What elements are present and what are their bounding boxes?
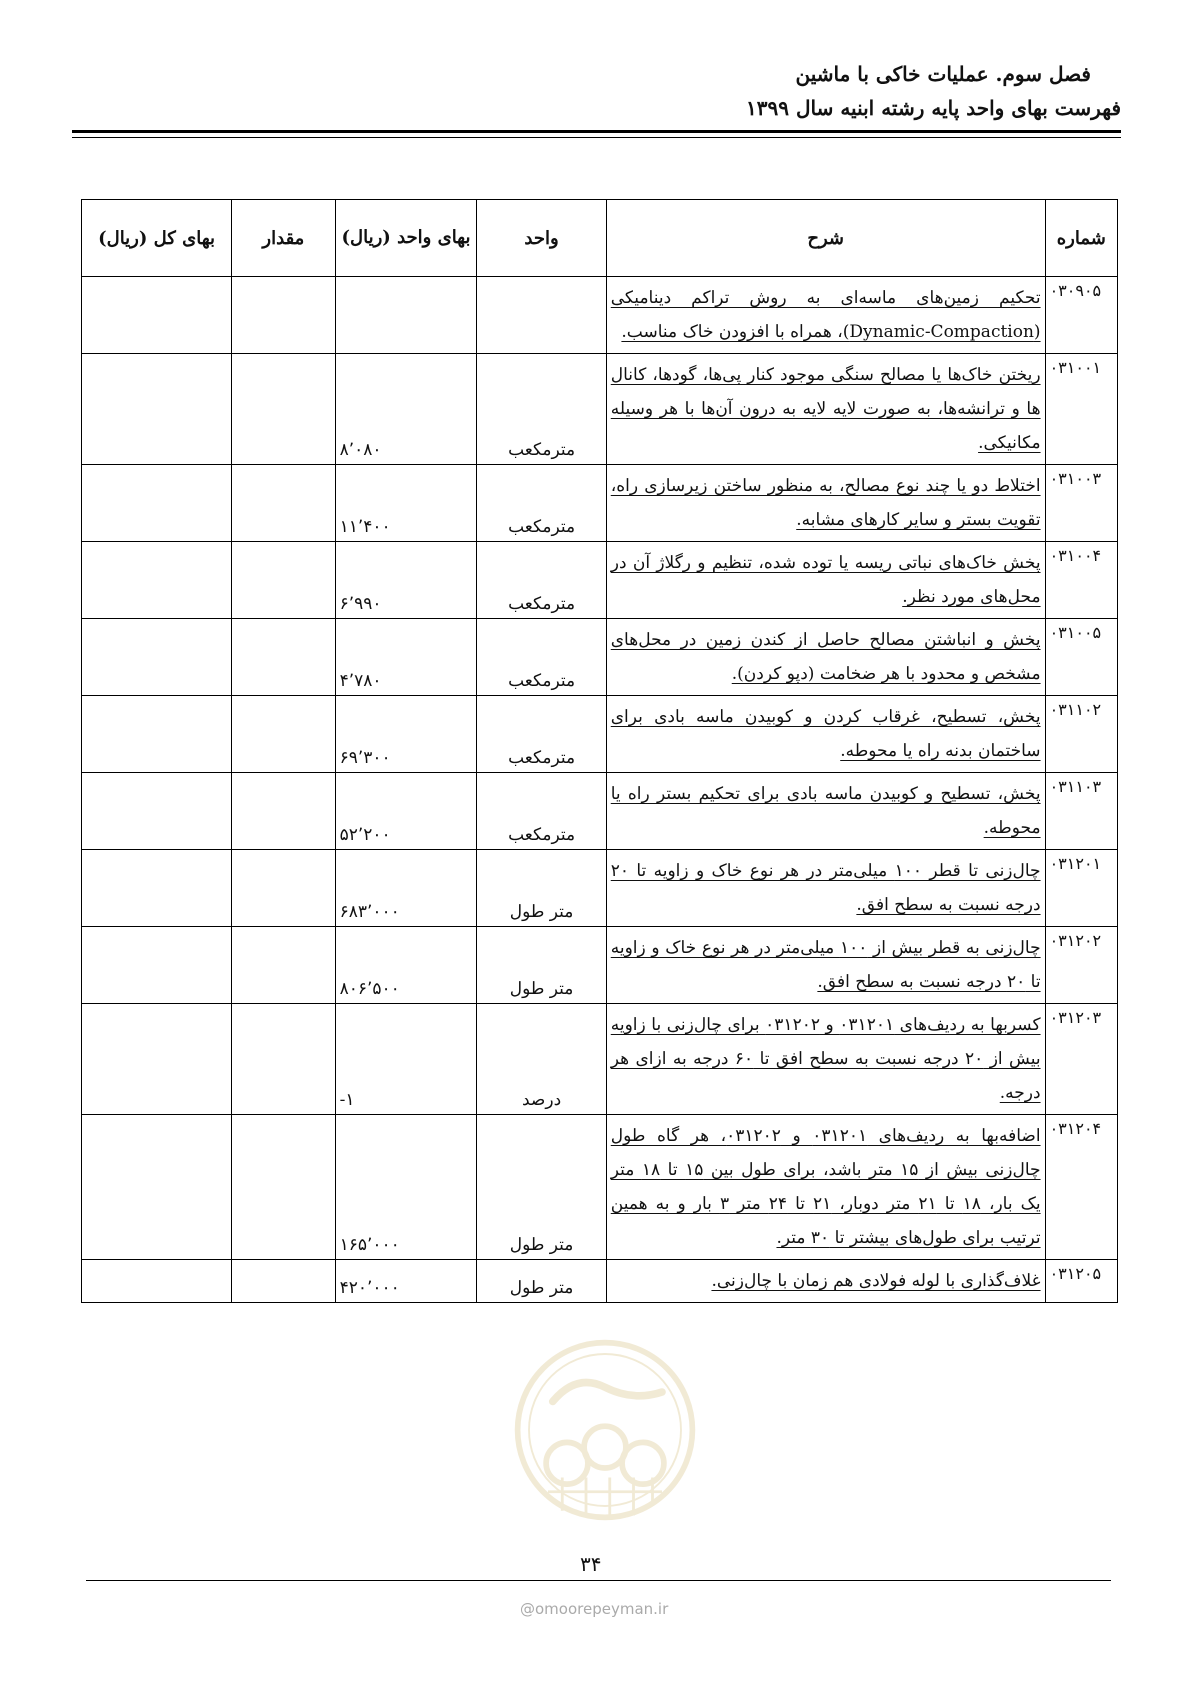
row-number: ۰۳۱۲۰۳ — [1045, 1004, 1117, 1115]
row-total-price — [82, 696, 232, 773]
row-quantity — [232, 277, 335, 354]
row-unit-price: ۱۶۵٬۰۰۰ — [335, 1115, 477, 1260]
row-unit-price: ۸۰۶٬۵۰۰ — [335, 927, 477, 1004]
row-description — [606, 354, 1045, 465]
table-row — [82, 465, 1118, 542]
row-unit: مترمکعب — [477, 696, 606, 773]
row-total-price — [82, 1004, 232, 1115]
chapter-title: فصل سوم. عملیات خاکی با ماشین — [795, 62, 1091, 86]
header-rule-thick — [72, 130, 1121, 133]
header-rule-thin — [72, 137, 1121, 138]
row-unit-price: -۱ — [335, 1004, 477, 1115]
row-quantity — [232, 850, 335, 927]
row-number: ۰۳۱۰۰۱ — [1045, 354, 1117, 465]
row-unit: مترمکعب — [477, 542, 606, 619]
footer-rule — [86, 1580, 1111, 1581]
row-description-text: اختلاط دو یا چند نوع مصالح، به منظور ساختن زیرسازی راه، تقویت بستر و سایر کارهای مشابه. — [610, 476, 1041, 530]
col-header-total-price: بهای کل (ریال) — [82, 200, 232, 277]
row-quantity — [232, 1004, 335, 1115]
row-description — [606, 277, 1045, 354]
page-number: ۳۴ — [580, 1552, 602, 1576]
table-row — [82, 1004, 1118, 1115]
row-number: ۰۳۱۲۰۲ — [1045, 927, 1117, 1004]
row-description — [606, 850, 1045, 927]
table-row — [82, 773, 1118, 850]
row-total-price — [82, 619, 232, 696]
row-description — [606, 696, 1045, 773]
row-quantity — [232, 619, 335, 696]
row-total-price — [82, 773, 232, 850]
list-title: فهرست بهای واحد پایه رشته ابنیه سال ۱۳۹۹ — [746, 96, 1121, 120]
row-total-price — [82, 850, 232, 927]
row-number: ۰۳۱۱۰۲ — [1045, 696, 1117, 773]
row-unit: متر طول — [477, 1260, 606, 1303]
row-description — [606, 465, 1045, 542]
row-number: ۰۳۱۰۰۴ — [1045, 542, 1117, 619]
page-header — [70, 62, 1121, 134]
logo-seal-icon — [510, 1335, 700, 1525]
row-unit-price: ۶۸۳٬۰۰۰ — [335, 850, 477, 927]
row-description — [606, 1260, 1045, 1303]
row-description-text: پخش خاک‌های نباتی ریسه یا توده شده، تنظیم و رگلاژ آن در محل‌های مورد نظر. — [610, 553, 1041, 607]
table-header-row — [82, 200, 1118, 277]
row-description-text: غلاف‌گذاری با لوله فولادی هم زمان با چال‌زنی. — [711, 1271, 1041, 1291]
row-unit-price — [335, 277, 477, 354]
table-row — [82, 354, 1118, 465]
row-unit-price: ۴۲۰٬۰۰۰ — [335, 1260, 477, 1303]
row-description — [606, 1115, 1045, 1260]
row-total-price — [82, 1260, 232, 1303]
row-total-price — [82, 542, 232, 619]
row-unit-price: ۸٬۰۸۰ — [335, 354, 477, 465]
row-number: ۰۳۰۹۰۵ — [1045, 277, 1117, 354]
table-row — [82, 696, 1118, 773]
table-row — [82, 542, 1118, 619]
table-row — [82, 850, 1118, 927]
row-total-price — [82, 1115, 232, 1260]
row-total-price — [82, 927, 232, 1004]
row-number: ۰۳۱۲۰۵ — [1045, 1260, 1117, 1303]
row-unit-price: ۶٬۹۹۰ — [335, 542, 477, 619]
row-description-text: کسربها به ردیف‌های ۰۳۱۲۰۱ و ۰۳۱۲۰۲ برای چال‌زنی با زاویه بیش از ۲۰ درجه نسبت به سطح افق تا ۶۰ درجه به ازای هر درجه. — [610, 1015, 1041, 1103]
col-header-description: شرح — [606, 200, 1045, 277]
row-quantity — [232, 1260, 335, 1303]
row-quantity — [232, 696, 335, 773]
row-unit-price: ۶۹٬۳۰۰ — [335, 696, 477, 773]
row-quantity — [232, 354, 335, 465]
row-description — [606, 542, 1045, 619]
col-header-number: شماره — [1045, 200, 1117, 277]
row-quantity — [232, 465, 335, 542]
row-total-price — [82, 277, 232, 354]
row-unit: مترمکعب — [477, 773, 606, 850]
col-header-unit-price: بهای واحد (ریال) — [335, 200, 477, 277]
table-row — [82, 927, 1118, 1004]
row-quantity — [232, 773, 335, 850]
footer-website: @omoorepeyman.ir — [520, 1600, 669, 1618]
row-unit: درصد — [477, 1004, 606, 1115]
table-row — [82, 1260, 1118, 1303]
row-unit: متر طول — [477, 850, 606, 927]
row-quantity — [232, 542, 335, 619]
table-row — [82, 277, 1118, 354]
row-description-text: اضافه‌بها به ردیف‌های ۰۳۱۲۰۱ و ۰۳۱۲۰۲، هر گاه طول چال‌زنی بیش از ۱۵ متر باشد، برای طول بین ۱۵ تا ۱۸ متر یک بار، ۱۸ تا ۲۱ متر دوبار، ۲۱ تا ۲۴ متر ۳ بار و به همین ترتیب برای طول‌های بیشتر تا ۳۰ متر. — [610, 1126, 1041, 1248]
row-unit — [477, 277, 606, 354]
row-unit-price: ۴٬۷۸۰ — [335, 619, 477, 696]
row-description-text: چال‌زنی به قطر بیش از ۱۰۰ میلی‌متر در هر نوع خاک و زاویه تا ۲۰ درجه نسبت به سطح افق. — [610, 938, 1041, 992]
row-unit-price: ۱۱٬۴۰۰ — [335, 465, 477, 542]
row-description — [606, 1004, 1045, 1115]
row-unit: مترمکعب — [477, 465, 606, 542]
table-row — [82, 1115, 1118, 1260]
row-description — [606, 619, 1045, 696]
col-header-unit: واحد — [477, 200, 606, 277]
table-body — [82, 277, 1118, 1303]
row-total-price — [82, 354, 232, 465]
table-row — [82, 619, 1118, 696]
row-description-text: ریختن خاک‌ها یا مصالح سنگی موجود کنار پی‌ها، گودها، کانال ها و ترانشه‌ها، به صورت لایه لایه به درون آن‌ها با هر وسیله مکانیکی. — [610, 365, 1041, 453]
row-description — [606, 773, 1045, 850]
row-description-text: تحکیم زمین‌های ماسه‌ای به روش تراکم دینامیکی (Dynamic-Compaction)، همراه با افزودن خاک مناسب. — [610, 288, 1041, 342]
row-number: ۰۳۱۲۰۴ — [1045, 1115, 1117, 1260]
row-number: ۰۳۱۲۰۱ — [1045, 850, 1117, 927]
row-description — [606, 927, 1045, 1004]
col-header-quantity: مقدار — [232, 200, 335, 277]
row-quantity — [232, 927, 335, 1004]
row-unit: مترمکعب — [477, 354, 606, 465]
row-description-text: پخش، تسطیح، غرقاب کردن و کوبیدن ماسه بادی برای ساختمان بدنه راه یا محوطه. — [610, 707, 1041, 761]
row-number: ۰۳۱۱۰۳ — [1045, 773, 1117, 850]
row-number: ۰۳۱۰۰۳ — [1045, 465, 1117, 542]
row-description-text: پخش، تسطیح و کوبیدن ماسه بادی برای تحکیم بستر راه یا محوطه. — [610, 784, 1041, 838]
row-unit: متر طول — [477, 927, 606, 1004]
price-table — [81, 199, 1118, 1303]
row-number: ۰۳۱۰۰۵ — [1045, 619, 1117, 696]
row-total-price — [82, 465, 232, 542]
row-unit: متر طول — [477, 1115, 606, 1260]
row-quantity — [232, 1115, 335, 1260]
row-unit-price: ۵۲٬۲۰۰ — [335, 773, 477, 850]
row-description-text: پخش و انباشتن مصالح حاصل از کندن زمین در محل‌های مشخص و محدود با هر ضخامت (دپو کردن). — [610, 630, 1041, 684]
row-description-text: چال‌زنی تا قطر ۱۰۰ میلی‌متر در هر نوع خاک و زاویه تا ۲۰ درجه نسبت به سطح افق. — [610, 861, 1041, 915]
row-unit: مترمکعب — [477, 619, 606, 696]
